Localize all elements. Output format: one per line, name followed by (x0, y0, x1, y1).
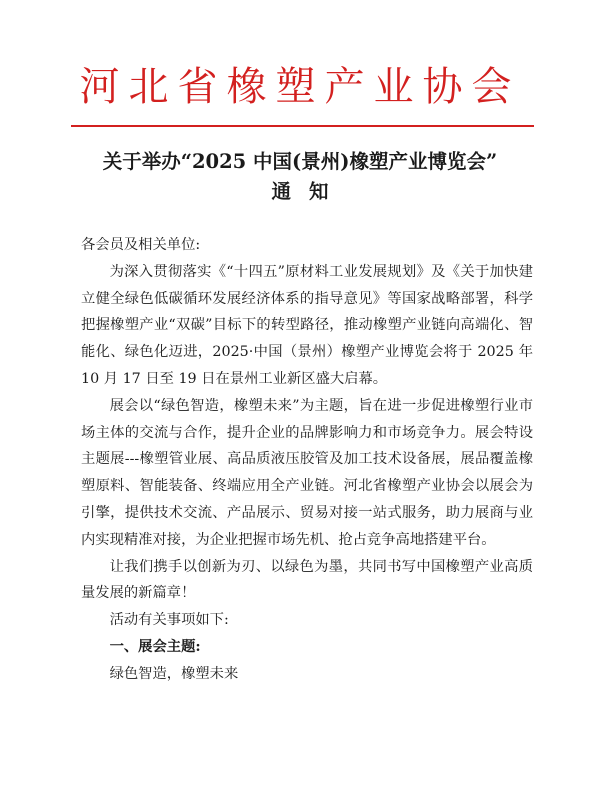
matters-intro: 活动有关事项如下: (109, 612, 229, 629)
paragraph-call-to-action: 让我们携手以创新为刃、以绿色为墨，共同书写中国橡塑产业高质量发展的新篇章！ (81, 558, 533, 602)
notice-subtitle: 通知 (271, 180, 347, 203)
letterhead-org-name: 河北省橡塑产业协会 (79, 64, 521, 110)
paragraph-theme: 展会以“绿色智造，橡塑未来”为主题，旨在进一步促进橡塑行业市场主体的交流与合作，提升企业的品牌影响力和市场竞争力。展会特设主题展---橡塑管业展、高品质液压胶管及加工技术设备展，展品覆盖橡塑原料、智能装备、终端应用全产业链。河北省橡塑产业协会以展会为引擎，提供技术交流、产品展示、贸易对接一站式服务，助力展商与业内实现精准对接，为企业把握市场先机、抢占竞争高地搭建平台。 (81, 397, 533, 548)
section-1-content: 绿色智造，橡塑未来 (109, 665, 239, 682)
notice-body (81, 232, 533, 688)
paragraph-background: 为深入贯彻落实《“十四五”原材料工业发展规划》及《关于加快建立健全绿色低碳循环发展经济体系的指导意见》等国家战略部署，科学把握橡塑产业“双碳”目标下的转型路径，推动橡塑产业链向高端化、智能化、绿色化迈进，2025·中国（景州）橡塑产业博览会将于 2025 年 10 月 17 日至 19 日在景州工业新区盛大启幕。 (81, 263, 533, 387)
salutation: 各会员及相关单位: (81, 237, 201, 253)
section-1-heading: 一、展会主题: (109, 638, 201, 655)
notice-title: 关于举办“2025 中国(景州)橡塑产业博览会” (102, 150, 498, 173)
letterhead-red-rule (71, 125, 534, 127)
